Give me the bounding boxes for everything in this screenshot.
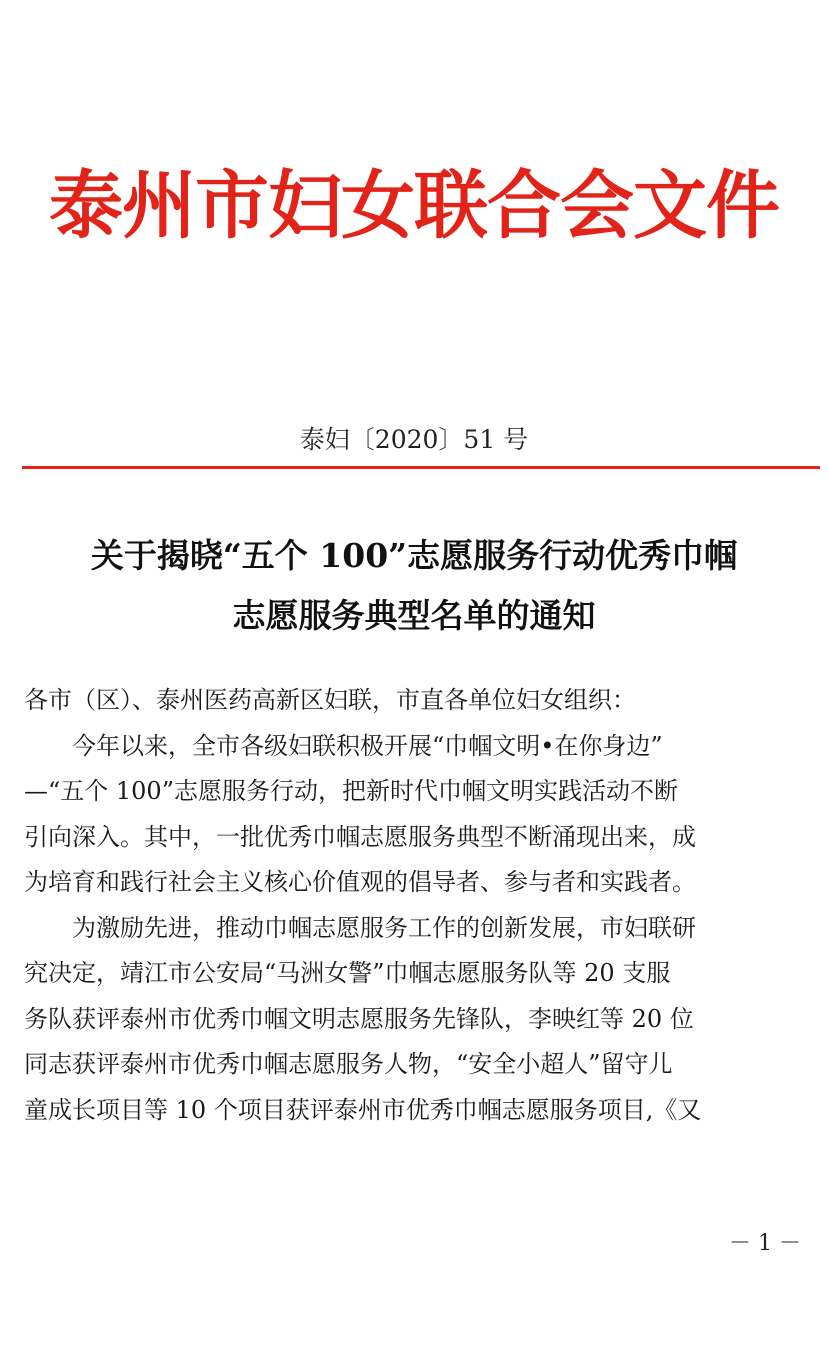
body-line: 究决定，靖江市公安局“马洲女警”巾帼志愿服务队等 20 支服: [24, 959, 671, 987]
body-line: —“五个 100”志愿服务行动，把新时代巾帼文明实践活动不断: [24, 777, 678, 805]
body-line: 为培育和践行社会主义核心价值观的倡导者、参与者和实践者。: [24, 868, 696, 896]
body-line: 童成长项目等 10 个项目获评泰州市优秀巾帼志愿服务项目,《又: [24, 1095, 702, 1124]
document-number: 泰妇〔2020〕51 号: [299, 425, 529, 454]
body-line: 引向深入。其中，一批优秀巾帼志愿服务典型不断涌现出来，成: [24, 822, 696, 851]
notice-body: [24, 678, 814, 1133]
body-line: 各市（区）、泰州医药高新区妇联，市直各单位妇女组织：: [24, 686, 636, 714]
page-number: － 1 －: [729, 1231, 801, 1256]
body-line: 同志获评泰州市优秀巾帼志愿服务人物，“安全小超人”留守儿: [24, 1050, 673, 1078]
notice-title-line-2: 志愿服务典型名单的通知: [232, 596, 596, 635]
notice-title-line-1: 关于揭晓“五个 100”志愿服务行动优秀巾帼: [90, 536, 738, 575]
document-header-title: 泰州市妇女联合会文件: [49, 163, 779, 249]
notice-title: [0, 526, 828, 646]
body-line: 务队获评泰州市优秀巾帼文明志愿服务先锋队，李映红等 20 位: [24, 1004, 694, 1033]
body-line: 今年以来，全市各级妇联积极开展“巾帼文明•在你身边”: [24, 731, 663, 760]
red-divider-line: [22, 466, 820, 469]
body-line: 为激励先进，推动巾帼志愿服务工作的创新发展，市妇联研: [24, 913, 696, 942]
